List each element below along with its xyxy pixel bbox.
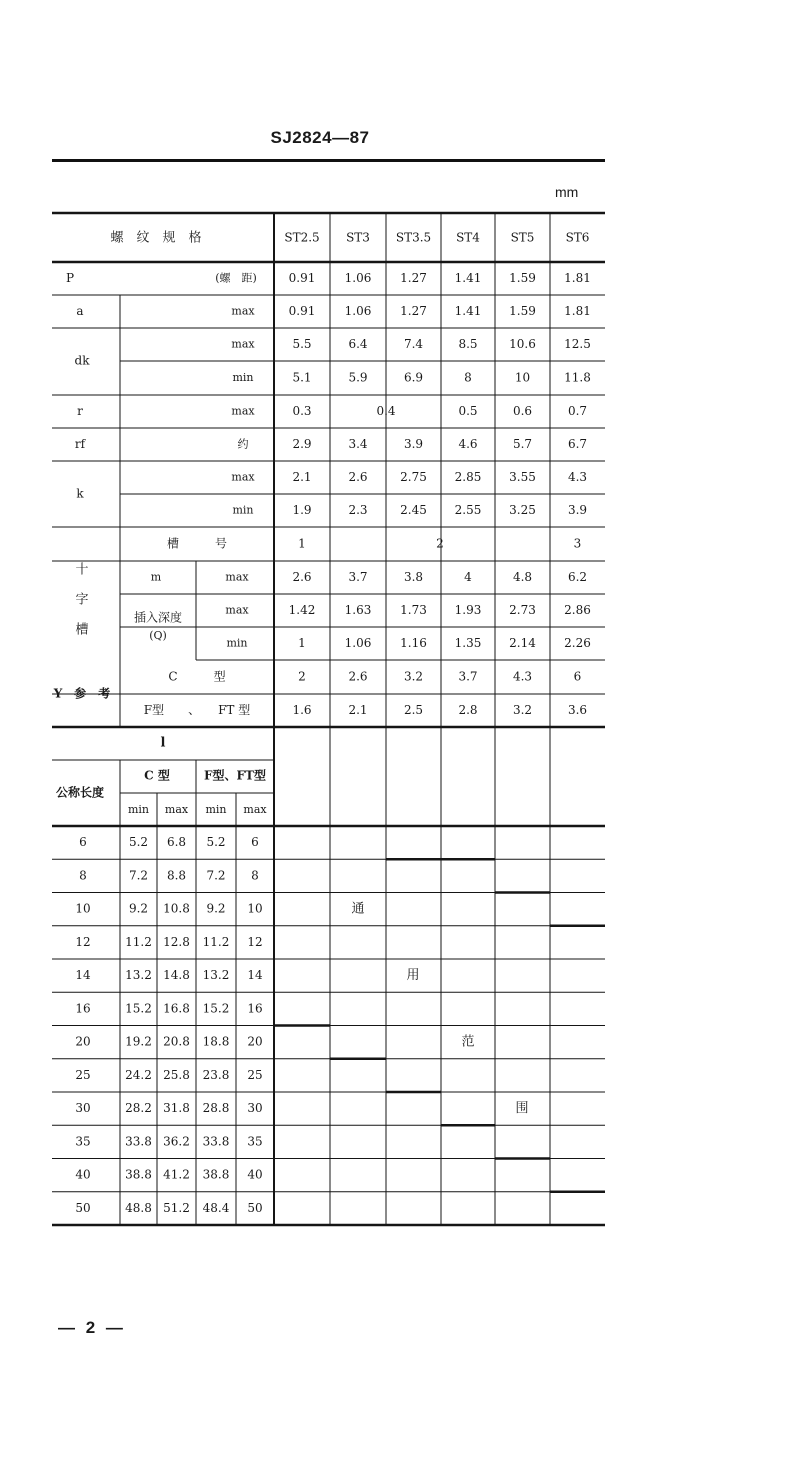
- value-p: 1.59: [509, 271, 536, 285]
- value-dk-max: 7.4: [403, 337, 424, 351]
- value-depth-min: 1.06: [344, 636, 372, 650]
- length-l-header: l: [160, 735, 166, 751]
- value-k-min: 3.9: [567, 503, 588, 517]
- row-label-rf: rf: [74, 437, 86, 451]
- value-k-max: 2.6: [348, 470, 368, 484]
- length-limit: 48.8: [125, 1200, 152, 1215]
- value-dk-min: 10: [514, 370, 531, 385]
- value-dk-min: 11.8: [564, 370, 591, 385]
- value-dk-max: 6.4: [348, 337, 368, 351]
- value-depth-max: 1.63: [344, 603, 372, 617]
- value-a: 0.91: [288, 304, 316, 318]
- value-r-merged: 0.4: [376, 404, 396, 418]
- value-a: 1.81: [564, 304, 591, 318]
- row-sub-y-f: F型 、 FT 型: [143, 703, 251, 717]
- value-depth-max: 1.42: [288, 603, 316, 617]
- row-sub-r: max: [231, 404, 255, 418]
- value-m-max: 6.2: [567, 570, 588, 584]
- row-sub-k-max: max: [231, 470, 255, 484]
- value-rf: 2.9: [292, 437, 312, 451]
- nominal-length: 25: [75, 1067, 91, 1082]
- value-y-f: 1.6: [292, 703, 312, 717]
- length-limit: 36.2: [163, 1134, 190, 1149]
- min-max-header: max: [243, 803, 267, 816]
- value-p: 1.81: [564, 271, 591, 285]
- length-limit: 9.2: [128, 901, 149, 916]
- length-limit: 10.8: [163, 901, 190, 916]
- row-sub-p: (螺 距): [215, 271, 257, 285]
- value-depth-min: 2.14: [509, 636, 536, 650]
- value-k-min: 3.25: [509, 503, 536, 517]
- nominal-length: 35: [75, 1134, 91, 1149]
- length-limit: 5.2: [206, 835, 226, 850]
- length-limit: 33.8: [125, 1134, 152, 1149]
- length-limit: 16: [247, 1001, 263, 1016]
- value-a: 1.27: [400, 304, 427, 318]
- page-number: — 2 —: [58, 1318, 126, 1337]
- length-limit: 9.2: [206, 901, 226, 916]
- length-limit: 11.2: [125, 934, 152, 949]
- row-sub-depth-max: max: [225, 603, 249, 617]
- value-rf: 4.6: [458, 437, 478, 451]
- length-limit: 11.2: [202, 934, 230, 949]
- value-depth-max: 1.93: [454, 603, 482, 617]
- spec-label: ST4: [456, 230, 480, 245]
- row-label-a: a: [76, 304, 84, 318]
- length-limit: 13.2: [125, 968, 152, 983]
- spec-label: ST6: [565, 230, 590, 245]
- nominal-length: 30: [75, 1101, 91, 1116]
- length-limit: 5.2: [128, 835, 149, 850]
- length-limit: 16.8: [163, 1001, 190, 1016]
- length-limit: 51.2: [163, 1200, 190, 1215]
- length-limit: 35: [247, 1134, 263, 1149]
- length-limit: 38.8: [202, 1167, 230, 1182]
- value-dk-max: 5.5: [292, 337, 312, 351]
- value-rf: 5.7: [512, 437, 533, 451]
- value-y-c: 6: [573, 669, 582, 684]
- length-limit: 20.8: [163, 1034, 190, 1049]
- value-y-f: 3.6: [567, 703, 588, 717]
- value-r: 0.6: [512, 404, 533, 418]
- value-k-max: 2.85: [454, 470, 482, 484]
- row-sub-depth-min: min: [226, 636, 248, 650]
- length-limit: 25.8: [163, 1067, 190, 1082]
- row-label-k: k: [76, 486, 84, 501]
- value-y-c: 3.7: [458, 669, 478, 684]
- value-rf: 3.4: [348, 437, 368, 451]
- spec-header: 螺 纹 规 格: [110, 230, 202, 246]
- length-limit: 6: [251, 835, 259, 850]
- value-r: 0.7: [567, 404, 588, 418]
- value-m-max: 4.8: [512, 570, 533, 584]
- cross-slot-label: 字: [75, 592, 89, 608]
- nominal-length: 12: [75, 934, 91, 949]
- value-y-f: 3.2: [512, 703, 533, 717]
- length-limit: 15.2: [202, 1001, 230, 1016]
- length-limit: 13.2: [202, 968, 230, 983]
- length-limit: 33.8: [202, 1134, 230, 1149]
- length-limit: 12: [247, 934, 263, 949]
- unit-label: mm: [555, 184, 579, 200]
- value-dk-min: 6.9: [403, 370, 424, 385]
- value-dk-min: 8: [464, 370, 472, 385]
- value-r: 0.3: [292, 404, 312, 418]
- value-depth-min: 1: [298, 636, 306, 650]
- value-dk-max: 10.6: [509, 337, 536, 351]
- value-y-c: 2.6: [348, 669, 368, 684]
- min-max-header: max: [164, 803, 189, 816]
- depth-label: 插入深度: [133, 610, 183, 625]
- value-p: 0.91: [288, 271, 316, 285]
- row-label-r: r: [77, 404, 83, 418]
- cross-slot-label: 槽: [75, 622, 89, 638]
- value-y-f: 2.5: [403, 703, 424, 717]
- length-limit: 20: [247, 1034, 263, 1049]
- length-limit: 15.2: [125, 1001, 152, 1016]
- value-k-max: 2.1: [292, 470, 312, 484]
- range-label: 范: [461, 1034, 475, 1050]
- value-m-max: 3.8: [403, 570, 424, 584]
- row-sub-dk-min: min: [232, 371, 254, 384]
- range-label: 围: [515, 1101, 529, 1117]
- value-p: 1.06: [344, 271, 372, 285]
- value-depth-min: 2.26: [564, 636, 591, 650]
- value-y-c: 2: [298, 669, 306, 684]
- min-max-header: min: [205, 803, 227, 816]
- value-dk-max: 8.5: [458, 337, 478, 351]
- length-limit: 18.8: [202, 1034, 230, 1049]
- value-y-c: 4.3: [512, 669, 533, 684]
- length-limit: 28.2: [125, 1101, 152, 1116]
- value-dk-min: 5.1: [292, 370, 312, 385]
- length-limit: 14.8: [163, 968, 190, 983]
- nominal-length: 14: [75, 968, 91, 983]
- value-y-f: 2.1: [348, 703, 368, 717]
- length-limit: 7.2: [128, 868, 149, 883]
- value-dk-max: 12.5: [564, 337, 591, 351]
- length-limit: 31.8: [163, 1101, 190, 1116]
- row-sub-dk-max: max: [231, 337, 255, 351]
- value-k-max: 3.55: [509, 470, 536, 484]
- spec-label: ST3.5: [395, 230, 432, 245]
- length-limit: 38.8: [125, 1167, 152, 1182]
- length-limit: 23.8: [202, 1067, 230, 1082]
- value-r: 0.5: [458, 404, 478, 418]
- value-rf: 3.9: [403, 437, 424, 451]
- value-y-c: 3.2: [403, 669, 424, 684]
- value-slot-no: 3: [573, 536, 582, 551]
- value-k-max: 2.75: [400, 470, 427, 484]
- length-limit: 19.2: [125, 1034, 152, 1049]
- value-p: 1.41: [454, 271, 482, 285]
- spec-label: ST2.5: [284, 230, 320, 245]
- value-depth-max: 1.73: [400, 603, 427, 617]
- length-limit: 8: [251, 868, 259, 883]
- value-m-max: 2.6: [292, 570, 312, 584]
- length-limit: 25: [247, 1067, 263, 1082]
- min-max-header: min: [127, 803, 150, 816]
- value-k-min: 2.55: [454, 503, 482, 517]
- value-dk-min: 5.9: [348, 370, 368, 385]
- length-limit: 8.8: [166, 868, 187, 883]
- y-reference-label: Y 参 考: [53, 686, 111, 701]
- nominal-length: 16: [75, 1001, 91, 1016]
- row-label-p: P: [65, 271, 75, 285]
- nominal-length: 10: [75, 901, 91, 916]
- depth-label-q: (Q): [149, 629, 167, 642]
- length-limit: 14: [247, 968, 263, 983]
- length-limit: 24.2: [125, 1067, 152, 1082]
- row-sub-m-max: max: [225, 570, 249, 584]
- row-sub-y-c: C 型: [168, 669, 226, 684]
- value-depth-min: 1.16: [400, 636, 427, 650]
- row-label-dk: dk: [74, 353, 90, 368]
- value-m-max: 3.7: [348, 570, 368, 584]
- length-limit: 30: [247, 1101, 263, 1116]
- length-limit: 48.4: [202, 1200, 230, 1215]
- f-type-header: F型、FT型: [204, 768, 266, 783]
- value-depth-max: 2.73: [509, 603, 536, 617]
- nominal-length: 40: [75, 1167, 91, 1182]
- spec-label: ST3: [346, 230, 370, 245]
- value-slot-no-merged: 2: [436, 536, 444, 551]
- range-label: 用: [406, 968, 420, 984]
- row-sub-rf: 约: [237, 437, 249, 451]
- length-limit: 50: [247, 1200, 263, 1215]
- nominal-length: 50: [75, 1200, 91, 1215]
- value-slot-no: 1: [298, 536, 306, 551]
- length-limit: 7.2: [206, 868, 226, 883]
- value-a: 1.06: [344, 304, 372, 318]
- cross-slot-label: 十: [75, 562, 89, 578]
- value-k-min: 2.45: [400, 503, 427, 517]
- row-sub-k-min: min: [232, 503, 254, 517]
- nominal-length-label: 公称长度: [55, 785, 105, 800]
- nominal-length: 6: [79, 835, 87, 850]
- value-a: 1.41: [454, 304, 482, 318]
- length-limit: 40: [247, 1167, 263, 1182]
- length-limit: 12.8: [163, 934, 190, 949]
- value-depth-min: 1.35: [454, 636, 482, 650]
- spec-label: ST5: [510, 230, 535, 245]
- value-m-max: 4: [464, 570, 472, 584]
- length-limit: 28.8: [202, 1101, 230, 1116]
- nominal-length: 20: [75, 1034, 91, 1049]
- c-type-header: C 型: [144, 768, 170, 783]
- value-a: 1.59: [509, 304, 536, 318]
- row-sub-slot-no: 槽 号: [166, 536, 228, 551]
- document-code: SJ2824—87: [270, 128, 370, 147]
- length-limit: 41.2: [163, 1167, 190, 1182]
- value-k-max: 4.3: [567, 470, 588, 484]
- value-y-f: 2.8: [458, 703, 478, 717]
- value-depth-max: 2.86: [564, 603, 591, 617]
- range-label: 通: [351, 901, 365, 917]
- value-k-min: 2.3: [348, 503, 368, 517]
- row-sub-a: max: [231, 304, 255, 318]
- value-rf: 6.7: [567, 437, 588, 451]
- length-limit: 6.8: [166, 835, 187, 850]
- length-limit: 10: [247, 901, 263, 916]
- row-label-m: m: [150, 570, 162, 584]
- value-p: 1.27: [400, 271, 427, 285]
- nominal-length: 8: [79, 868, 87, 883]
- value-k-min: 1.9: [292, 503, 312, 517]
